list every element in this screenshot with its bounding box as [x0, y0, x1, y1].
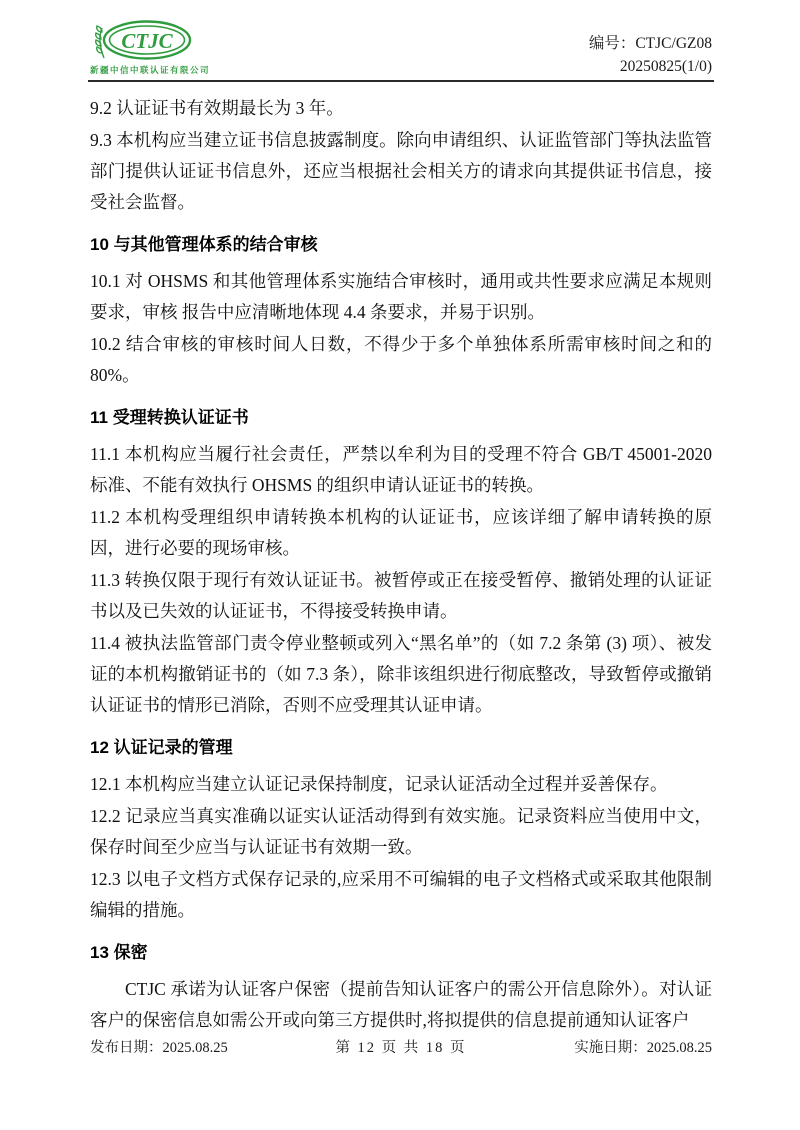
paragraph-11-4: 11.4 被执法监管部门责令停业整顿或列入“黑名单”的（如 7.2 条第 (3) 项）、被发证的本机构撤销证书的（如 7.3 条），除非该组织进行彻底整改，导致暂停或撤销认证证书的情形已消除，否则不应受理其认证申请。 [90, 633, 712, 715]
header-divider [88, 80, 714, 82]
paragraph-10-1: 10.1 对 OHSMS 和其他管理体系实施结合审核时，通用或共性要求应满足本规则要求，审核 报告中应清晰地体现 4.4 条要求，并易于识别。 [90, 271, 712, 322]
paragraph-13-intro: CTJC 承诺为认证客户保密（提前告知认证客户的需公开信息除外）。对认证客户的保密信息如需公开或向第三方提供时,将拟提供的信息提前通知认证客户 [90, 979, 712, 1030]
issue-date-value: 2025.08.25 [162, 1040, 228, 1056]
page-number-indicator: 第 12 页 共 18 页 [335, 1040, 467, 1056]
section-heading-13: 13 保密 [90, 943, 148, 962]
document-number-line [589, 32, 712, 55]
paragraph-11-3: 11.3 转换仅限于现行有效认证证书。被暂停或正在接受暂停、撤销处理的认证证书以及已失效的认证证书，不得接受转换申请。 [90, 570, 712, 621]
paragraph-10-2: 10.2 结合审核的审核时间人日数，不得少于多个单独体系所需审核时间之和的 80%。 [90, 334, 712, 385]
issue-date-block [90, 1036, 228, 1057]
document-body [90, 93, 712, 1037]
page-footer [90, 1036, 712, 1057]
paragraph-11-1: 11.1 本机构应当履行社会责任，严禁以牟利为目的受理不符合 GB/T 45001-2020 标准、不能有效执行 OHSMS 的组织申请认证证书的转换。 [90, 444, 712, 495]
section-heading-11: 11 受理转换认证证书 [90, 408, 249, 427]
document-number-label: 编号： [588, 35, 636, 52]
implementation-date-block [574, 1036, 712, 1057]
document-version: 20250825(1/0) [619, 58, 712, 75]
page-header [90, 20, 712, 78]
paragraph-12-1: 12.1 本机构应当建立认证记录保持制度，记录认证活动全过程并妥善保存。 [90, 774, 668, 794]
section-heading-10: 10 与其他管理体系的结合审核 [90, 235, 318, 254]
document-number-value: CTJC/GZ08 [635, 35, 712, 52]
paragraph-12-3: 12.3 以电子文档方式保存记录的,应采用不可编辑的电子文档格式或采取其他限制编辑的措施。 [90, 869, 712, 920]
company-name: 新疆中信中联认证有限公司 [90, 65, 211, 75]
implementation-date-label: 实施日期： [574, 1040, 647, 1056]
logo-text: CTJC [121, 29, 173, 53]
document-id-block [589, 20, 712, 78]
section-heading-12: 12 认证记录的管理 [90, 738, 233, 757]
paragraph-9-2: 9.2 认证证书有效期最长为 3 年。 [90, 98, 344, 118]
implementation-date-value: 2025.08.25 [646, 1040, 712, 1056]
wheat-sprig-icon [96, 26, 104, 58]
paragraph-12-2: 12.2 记录应当真实准确以证实认证活动得到有效实施。记录资料应当使用中文，保存时间至少应当与认证证书有效期一致。 [90, 806, 712, 857]
paragraph-11-2: 11.2 本机构受理组织申请转换本机构的认证证书，应该详细了解申请转换的原因，进行必要的现场审核。 [90, 507, 712, 558]
paragraph-9-3: 9.3 本机构应当建立证书信息披露制度。除向申请组织、认证监管部门等执法监管部门提供认证证书信息外，还应当根据社会相关方的请求向其提供证书信息，接受社会监督。 [90, 130, 712, 212]
company-logo [90, 20, 210, 76]
issue-date-label: 发布日期： [90, 1040, 163, 1056]
ctjc-logo-icon [90, 20, 194, 62]
